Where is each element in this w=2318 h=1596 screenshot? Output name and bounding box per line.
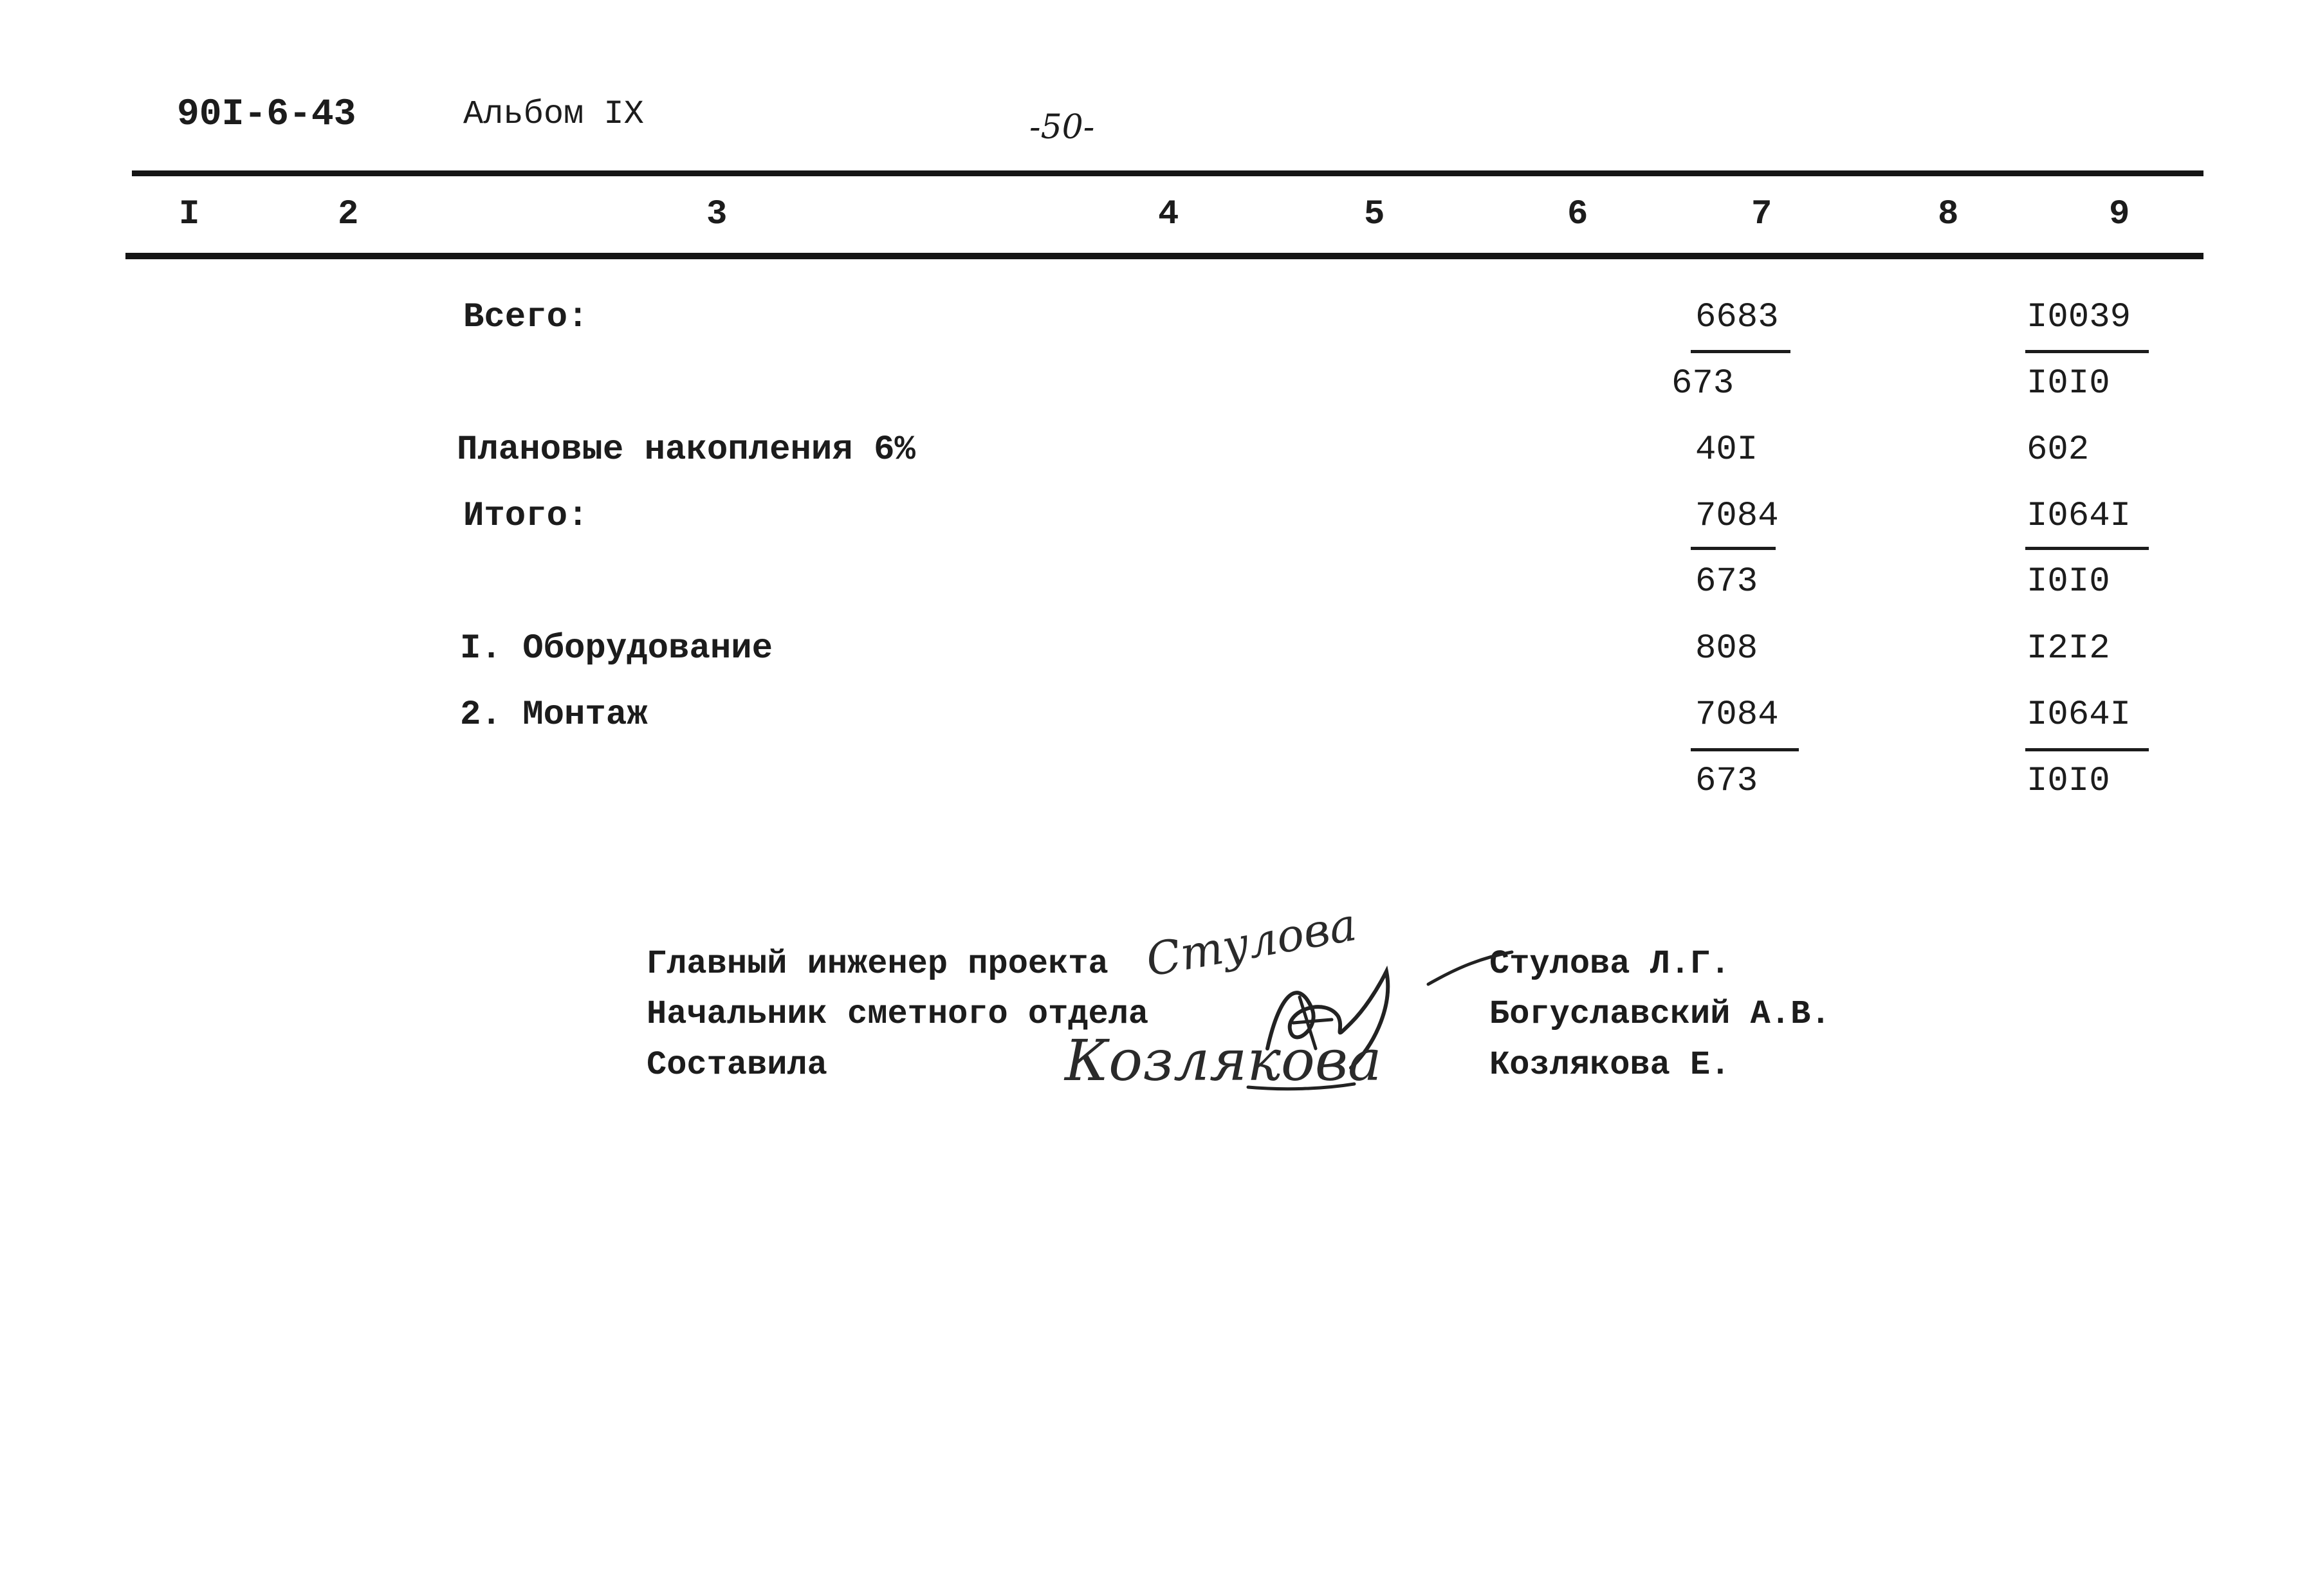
column-header: 9: [2109, 195, 2130, 234]
col7-value-bottom: 673: [1695, 762, 1758, 801]
col7-value-top: 6683: [1695, 298, 1779, 337]
album-label: Альбом IX: [463, 95, 644, 133]
col7-value-bottom: 673: [1671, 364, 1734, 403]
column-header: 4: [1158, 195, 1179, 234]
column-header: 7: [1751, 195, 1772, 234]
col7-fraction-line: [1691, 748, 1799, 751]
signature-title: Главный инженер проекта: [647, 945, 1108, 983]
page-number: -50-: [1029, 108, 1095, 147]
row-label: 2. Монтаж: [460, 695, 648, 735]
signature-name: Стулова Л.Г.: [1489, 945, 1731, 983]
col7-value: 808: [1695, 629, 1758, 668]
col7-value-top: 7084: [1695, 497, 1779, 536]
col9-value: I2I2: [2027, 629, 2110, 668]
col7-fraction-line: [1691, 350, 1790, 353]
col9-value-top: I064I: [2027, 695, 2131, 735]
col9-value: 602: [2027, 430, 2090, 470]
signature-name: Богуславский А.В.: [1489, 995, 1831, 1033]
col9-value-top: I064I: [2027, 497, 2131, 536]
column-header: 3: [706, 195, 728, 234]
col7-fraction-line: [1691, 547, 1776, 550]
table-top-rule: [132, 170, 2203, 176]
col9-fraction-line: [2025, 350, 2149, 353]
col7-value-top: 7084: [1695, 695, 1779, 735]
col7-value: 40I: [1695, 430, 1758, 470]
handwritten-signature-1: Стулова: [1142, 897, 1361, 987]
row-label: Итого:: [463, 497, 589, 536]
signature-stroke: [1425, 946, 1515, 991]
column-header: 2: [338, 195, 359, 234]
col9-value-bottom: I0I0: [2027, 364, 2110, 403]
row-label: Всего:: [463, 298, 589, 337]
col9-value-bottom: I0I0: [2027, 562, 2110, 601]
column-header: 5: [1364, 195, 1385, 234]
column-header: 8: [1938, 195, 1959, 234]
signature-flourish: [1245, 1071, 1361, 1097]
document-code: 90I-6-43: [177, 94, 356, 136]
handwritten-signature-3: Козлякова: [1065, 1027, 1382, 1094]
row-label: I. Оборудование: [460, 629, 773, 668]
col9-fraction-line: [2025, 748, 2149, 751]
col9-value-bottom: I0I0: [2027, 762, 2110, 801]
table-header-bottom-rule: [125, 253, 2203, 259]
row-label: Плановые накопления 6%: [457, 430, 915, 470]
col9-fraction-line: [2025, 547, 2149, 550]
signature-name: Козлякова Е.: [1489, 1046, 1731, 1084]
column-header: 6: [1567, 195, 1588, 234]
col7-value-bottom: 673: [1695, 562, 1758, 601]
col9-value-top: I0039: [2027, 298, 2131, 337]
signature-title: Начальник сметного отдела: [647, 995, 1149, 1033]
column-header: I: [179, 195, 200, 234]
signature-title: Составила: [647, 1046, 827, 1084]
